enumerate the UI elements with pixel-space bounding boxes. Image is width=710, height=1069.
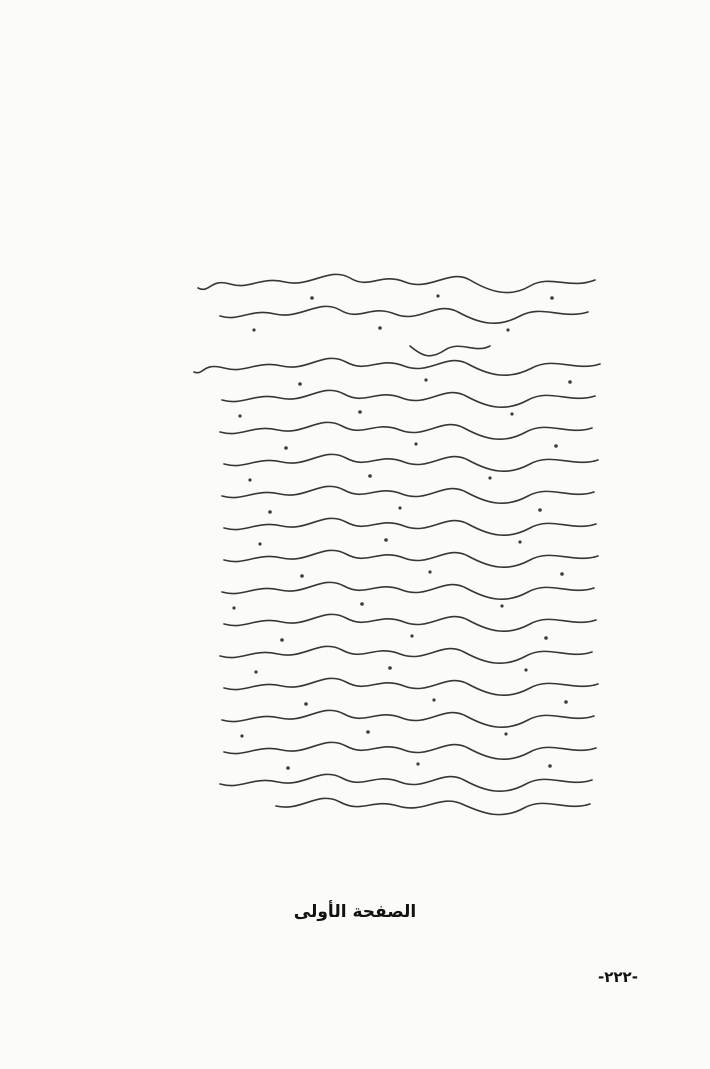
page-number: -٢٢٢- — [598, 968, 638, 986]
page-caption: الصفحة الأولى — [293, 902, 417, 922]
manuscript-scribbles — [190, 268, 610, 816]
handwritten-manuscript-image — [190, 268, 610, 816]
